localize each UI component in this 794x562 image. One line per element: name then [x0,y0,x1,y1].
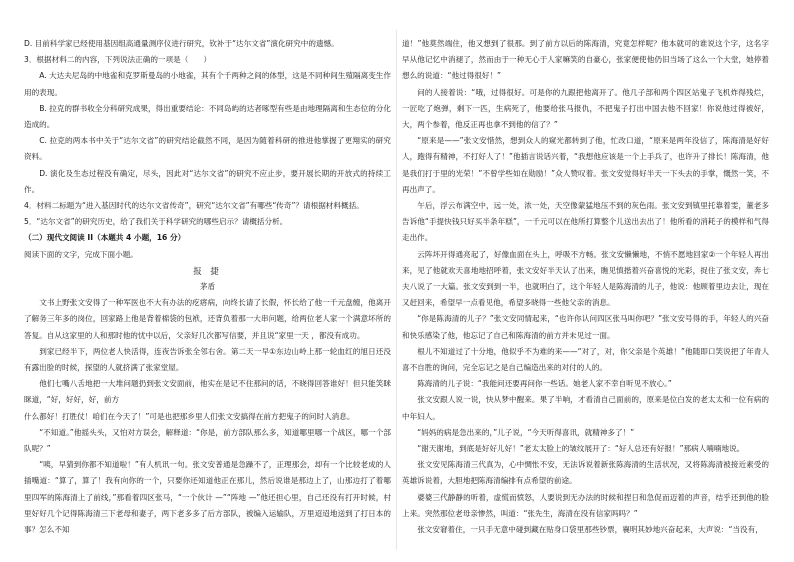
right-paragraph: 张文安见陈海清三代真为，心中惆怅不安，无法诉说着新张陈海清的生活状况，又将陈海清被接近素受的英雄诉说着，大胆地把陈海清编排有点希望的前途。 [402,460,769,486]
right-paragraph: 问的人接着说：“哦，过得很好。可是你的九跟把他离开了。他几子部和两个四区站鬼子飞机炸得残烂，一匠吃了炮弹，剩下一匹，生病死了，他要给张马报仇，不把鬼子打出中国去他不回家！你说他过得被好，大，两个参着，他反正再也拿不到他的信了？” [402,87,769,130]
left-paragraph: A. 大达夫尼岛的中地雀和克罗斯曼岛的小地雀，其有个千两种之间的体型，这是不同种间生殖隔离变生作用的表现。 [24,71,391,97]
left-paragraph: 3．根据材料二的内容，下列说法正确的一项是（ ） [24,55,212,65]
left-paragraph: “不知道。”他摇头头，又怕对方误会，解释道：“你是，前方部队那么多，知道哪里哪一个战区，哪一个部队呢？” [24,427,391,454]
left-paragraph: 文书上野张文安得了一种军医也不大有办法的疙瘩病，向终长请了长假，怀长给了他一千元盘缠，他离开了解务三年多的岗位，回家路上他是背着棉袋的包袱，还背负着那一大串问题，给两位老人家一个满意坏所的答复。自从这家里的人和那时他的忧中以后，父亲好几次都写信要，并且说“家里一天 ，都没有成功。 [24,298,391,340]
left-paragraph: 5．“达尔文省”的研究历史，给了我们关于科学研究的哪些启示？请概括分析。 [24,217,288,227]
left-paragraph: C. 拉克的两本书中关于“达尔文省”的研究结论截然不同，是因为随着科研的推进他掌握了更翔实的研究资料。 [24,136,391,162]
right-paragraph: 云阵坏开得通亮起了，好像血面在头上，呼吸不方畅。张文安懒懒地，不悄不愿地回家②一个年轻人再出来，见了他就欢天喜地地招呼着，张文安好半天认了出来，瞧见慎揩着兴奋喜悦的光彩，捉住了张文安，奔七夫八说了一大篇。张文安到到一半，也就明白了，这个年轻人是陈海清的儿子，他说：他顾着里边去让，现在又赶回来，希望早一点看见他，希望多晓得一些他父亲的消息。 [402,249,769,308]
right-paragraph: 张文安跟人说一说，快从梦中醒来。果了半响，才看清自己面前的，原来是位白发的老太太和一位有病的中年妇人。 [402,395,769,421]
column-divider [396,30,397,550]
right-paragraph: 午后，浮云布满空中，远一处，浓一处，天空像蒙猛地压不到的灰色雨。张文安到镇里托靠着雯，董老多告诉他“手提快钱只好买半条年糕”，一千元可以在他所打算整个儿送出去出了！他所看的消耗子的模样和气得走出作。 [402,201,769,243]
right-paragraph: 陈海清的儿子说：“我能问还要再问你一些话。她老人家不幸自听见不放心。” [417,379,672,389]
left-paragraph: D. 演化及生态过程没有确定，尽头，因此对“达尔文省”的研究不应止步，要开展长期的开放式的持续工作。 [24,168,391,194]
right-paragraph: “你是陈海清的儿子？”张文安同情起来，“也许你认问四区张马叫你吧？”张文安号得的手，年轻人的兴奋和快乐感染了他，他忘记了自己和陈海清的前方并未见过一面。 [402,314,769,340]
left-paragraph: 什么都好！打胜仗！咱们在今天了！”可是也把那乡里人们张文安搞得在前方把鬼子的问时人消息。 [24,411,355,421]
right-paragraph: 婆婆三代静静的听着，虚慌而愤怒，人要说到无办法的时候和捏日和急促而迈着的声音，结乎还到他的脸上来。突然那位老母亲惨然，叫道：“张先生，海清在没有信家吗吗？” [402,492,769,518]
left-paragraph: （二）现代文阅读 II（本题共 4 小题，16 分） [24,233,186,243]
left-paragraph: 到家已经半下，两位老人快活得，连夜告诉张全邻右舍。第二天一早①东边山岭上那一轮血红的旭日还没有露出脸的时候，探望的人就挤满了张家堂屋。 [24,346,391,373]
left-paragraph: 他们七嘴八舌地把一大堆问题扔到张文安面前，他实在是记不住那问的话，不晓得回答谁好！但只能笑眯眯道，“好，好好，好，前方 [24,379,391,405]
left-paragraph: 报 捷 [193,265,222,276]
right-paragraph: 道！”他莫然端住，他又想到了很那。到了前方以后的陈海清，究竟怎样呢？他本就可的谁说这个字，这名字早从他记忆中消褪了，然而由于一种无心于人家嘛笑的自豪心，张家便使他仍旧当场了这么一个大堂，她停着想么的说道：“他过得很好！” [402,39,769,81]
right-paragraph: “原来是——”张文安惜然，想到众人的窥光都转到了他，忙改口道，“原来是两年没信了，陈海清是好好人，跑得有精神，不打好人了！”他插言说话兴着，“我想他应该是一个上手兵了，也许升了排长！陈海清，他是我们打于里的光荣！”不曾学些如在勋励！”众人赞叹着。张文安觉得好半天一下头去的手掌，慨然一笑，不再出声了。 [402,136,769,194]
right-column [402,36,769,538]
left-paragraph: “咦，早猜到你都不知道啦！”有人机讯一句。张文安普通是急躁不了，正理那会，却有一个比较老成的人插嘴道：“算了，算了！我有向你的一个，只要你还知道他正在那儿，然后说谁是那边上了，山那边打了着哪里四军的陈海清上了前线，”那看着四区张马，“一个伙计 —”“阵地 —”他还担心里，自己还没有打开时候，村里好好几个记得陈海清三下老母和妻子，两下老多多了后方部队，被编入运输队，万里迢迢地送到了打日本的事？怎么不知 [24,460,391,535]
left-paragraph: 茅盾 [199,282,216,292]
right-paragraph: 根儿不知道过了十分地，他似乎不为难的来——“对了，对，你父亲是个英雄！”他随即口笑说把了年青人喜不自胜的询问，完全忘记之是自己编造出来的对付的人的。 [402,346,769,373]
left-paragraph: B. 拉克的群书收全分科研究成果，得出重要结论：不同岛屿的达者啄型有些是由地理隔离和生态位的分化造成的。 [24,103,391,130]
right-paragraph: 张文安窘着住，一只手无意中碰到藏在贴身口袋里那些钞票，襄明其妙地兴奋起来，大声说：“当没有， [417,525,763,535]
right-paragraph: “谢天谢地，到底是好好儿好！”老太太脸上的皱纹展开了：“好人总还有好报！”那病人喃喃地说。 [417,444,745,454]
left-paragraph: 4．材料二标题为“进入基因时代的达尔文省传奇”，研究“达尔文省”有哪些“传奇”？请根据材料概括。 [24,201,364,211]
left-paragraph: 阅读下面的文字，完成下面小题。 [24,249,138,259]
right-paragraph: “妈妈的病是急出来的，”儿子说，“今天听得喜讯，就精神多了！” [417,427,635,437]
left-column [24,36,391,538]
left-paragraph: D. 目前科学家已经使用基因组高通量测序仪进行研究，钦补于“达尔文省”演化研究中的遗憾。 [24,39,339,48]
